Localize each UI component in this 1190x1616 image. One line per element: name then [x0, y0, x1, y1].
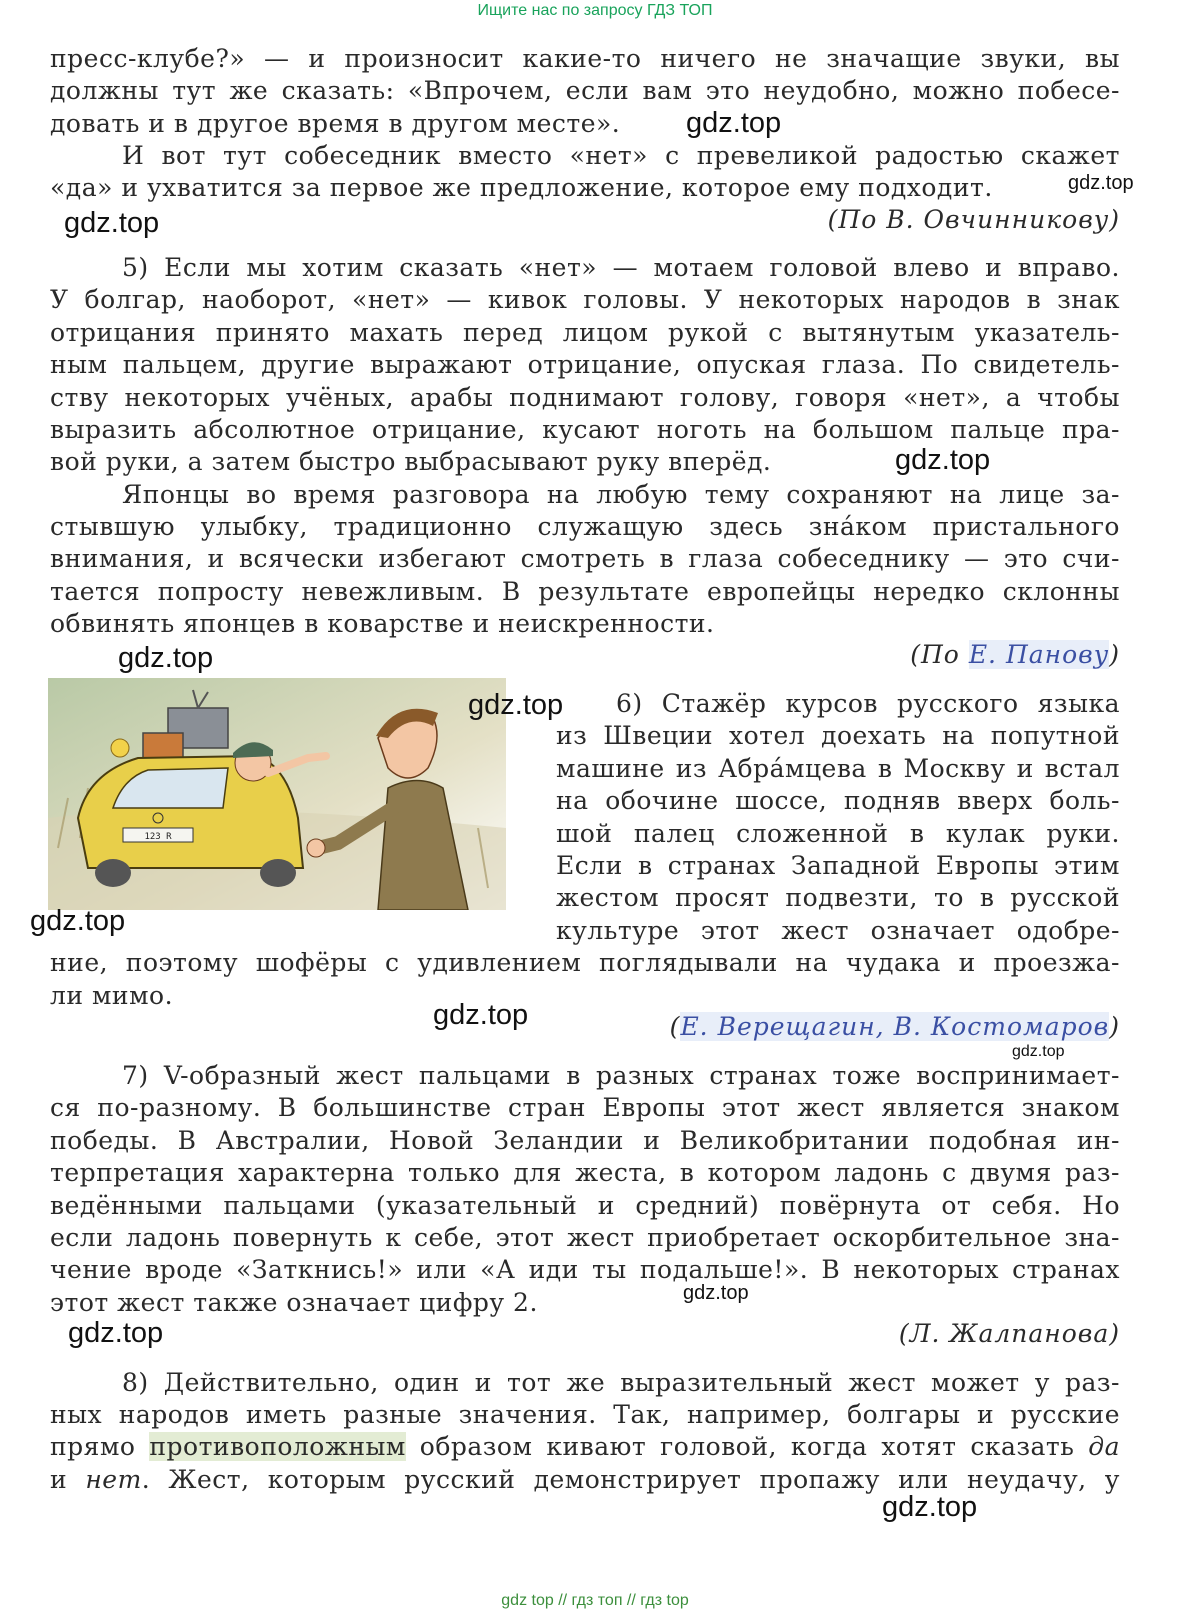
text-line: на обочине шоссе, подняв вверх боль-	[556, 786, 1120, 815]
text-line: ных народов иметь разные значения. Так, например, болгары и русские	[50, 1400, 1120, 1429]
text-line: 5) Если мы хотим сказать «нет» — мотаем головой влево и вправо.	[122, 253, 1120, 282]
text-line: стывшую улыбку, традиционно служащую здесь зна́ком пристального	[50, 512, 1120, 541]
text-line: У болгар, наоборот, «нет» — кивок головы. У некоторых народов в знак	[50, 285, 1120, 314]
watermark: gdz.top	[1012, 1043, 1065, 1060]
watermark: gdz.top	[683, 1282, 749, 1304]
text-line: пресс-клубе?» — и произносит какие-то ничего не значащие звуки, вы	[50, 44, 1120, 73]
watermark: gdz.top	[68, 1317, 164, 1349]
watermark: gdz.top	[686, 107, 782, 139]
source-citation: (Л. Жалпанова)	[898, 1319, 1120, 1348]
text-line: 6) Стажёр курсов русского языка	[616, 689, 1120, 718]
watermark: gdz.top	[895, 444, 991, 476]
text-line: и нет. Жест, которым русский демонстрирует пропажу или неудачу, у	[50, 1465, 1121, 1494]
top-banner[interactable]: Ищите нас по запросу ГДЗ ТОП	[477, 2, 713, 19]
text-line: выразить абсолютное отрицание, кусают ноготь на большом пальце пра-	[50, 415, 1120, 444]
text-line: 7) V-образный жест пальцами в разных странах тоже воспринимает-	[122, 1061, 1120, 1090]
watermark: gdz.top	[882, 1491, 978, 1523]
hitchhiker-illustration	[48, 678, 506, 910]
text-line: чение вроде «Заткнись!» или «А иди ты подальше!». В некоторых странах	[50, 1255, 1120, 1284]
text-line: Японцы во время разговора на любую тему сохраняют на лице за-	[122, 480, 1120, 509]
author-link[interactable]: Е. Верещагин, В. Костомаров	[680, 1012, 1110, 1041]
text-line: прямо противоположным образом кивают головой, когда хотят сказать да	[50, 1432, 1120, 1461]
watermark: gdz.top	[468, 689, 564, 721]
text-line: ведёнными пальцами (указательный и средний) повёрнута от себя. Но	[50, 1191, 1120, 1220]
text-line: ным пальцем, другие выражают отрицание, опуская глаза. По свидетель-	[50, 350, 1120, 379]
watermark: gdz.top	[433, 999, 529, 1031]
text-line: обвинять японцев в коварстве и неискренности.	[50, 609, 715, 638]
watermark: gdz.top	[30, 905, 126, 937]
source-citation: (По В. Овчинникову)	[827, 205, 1120, 234]
watermark: gdz.top	[64, 207, 160, 239]
text-line: Если в странах Западной Европы этим	[556, 851, 1120, 880]
text-line: довать и в другое время в другом месте».	[50, 109, 621, 138]
text-line: если ладонь повернуть к себе, этот жест приобретает оскорбительное зна-	[50, 1223, 1120, 1252]
text-line: тается попросту невежливым. В результате европейцы нередко склонны	[50, 577, 1120, 606]
text-line: должны тут же сказать: «Впрочем, если вам это неудобно, можно побесе-	[50, 76, 1120, 105]
text-line: внимания, и всячески избегают смотреть в глаза собеседнику — это счи-	[50, 544, 1120, 573]
text-line: из Швеции хотел доехать на попутной	[556, 721, 1120, 750]
text-line: машине из Абра́мцева в Москву и встал	[556, 754, 1120, 783]
watermark: gdz.top	[1068, 172, 1134, 194]
text-line: ся по-разному. В большинстве стран Европы этот жест является знаком	[50, 1093, 1120, 1122]
text-line: «да» и ухватится за первое же предложение, которое ему подходит.	[50, 173, 993, 202]
text-line: И вот тут собеседник вместо «нет» с превеликой радостью скажет	[122, 141, 1120, 170]
license-plate: 123 R	[144, 832, 172, 842]
text-line: ству некоторых учёных, арабы поднимают голову, говоря «нет», а чтобы	[50, 383, 1120, 412]
highlighted-word: противоположным	[149, 1432, 406, 1461]
text-line: жестом просят подвезти, то в русской	[556, 883, 1120, 912]
source-citation: (По Е. Панову)	[910, 640, 1120, 669]
text-line: терпретация характерна только для жеста, в котором ладонь с двумя раз-	[50, 1158, 1120, 1187]
text-line: этот жест также означает цифру 2.	[50, 1288, 538, 1317]
author-link[interactable]: Е. Панову	[968, 640, 1110, 669]
text-line: 8) Действительно, один и тот же выразительный жест может у раз-	[122, 1368, 1120, 1397]
text-line: вой руки, а затем быстро выбрасывают руку вперёд.	[50, 447, 772, 476]
source-citation: (Е. Верещагин, В. Костомаров)	[669, 1012, 1120, 1041]
text-line: шой палец сложенной в кулак руки.	[556, 819, 1120, 848]
watermark: gdz.top	[118, 642, 214, 674]
text-line: ли мимо.	[50, 981, 174, 1010]
bottom-banner[interactable]: gdz top // гдз топ // гдз top	[501, 1592, 689, 1609]
text-line: культуре этот жест означает одобре-	[556, 916, 1120, 945]
text-line: ние, поэтому шофёры с удивлением поглядывали на чудака и проезжа-	[50, 948, 1120, 977]
text-line: победы. В Австралии, Новой Зеландии и Великобритании подобная ин-	[50, 1126, 1120, 1155]
text-line: отрицания принято махать перед лицом рукой с вытянутым указатель-	[50, 318, 1120, 347]
